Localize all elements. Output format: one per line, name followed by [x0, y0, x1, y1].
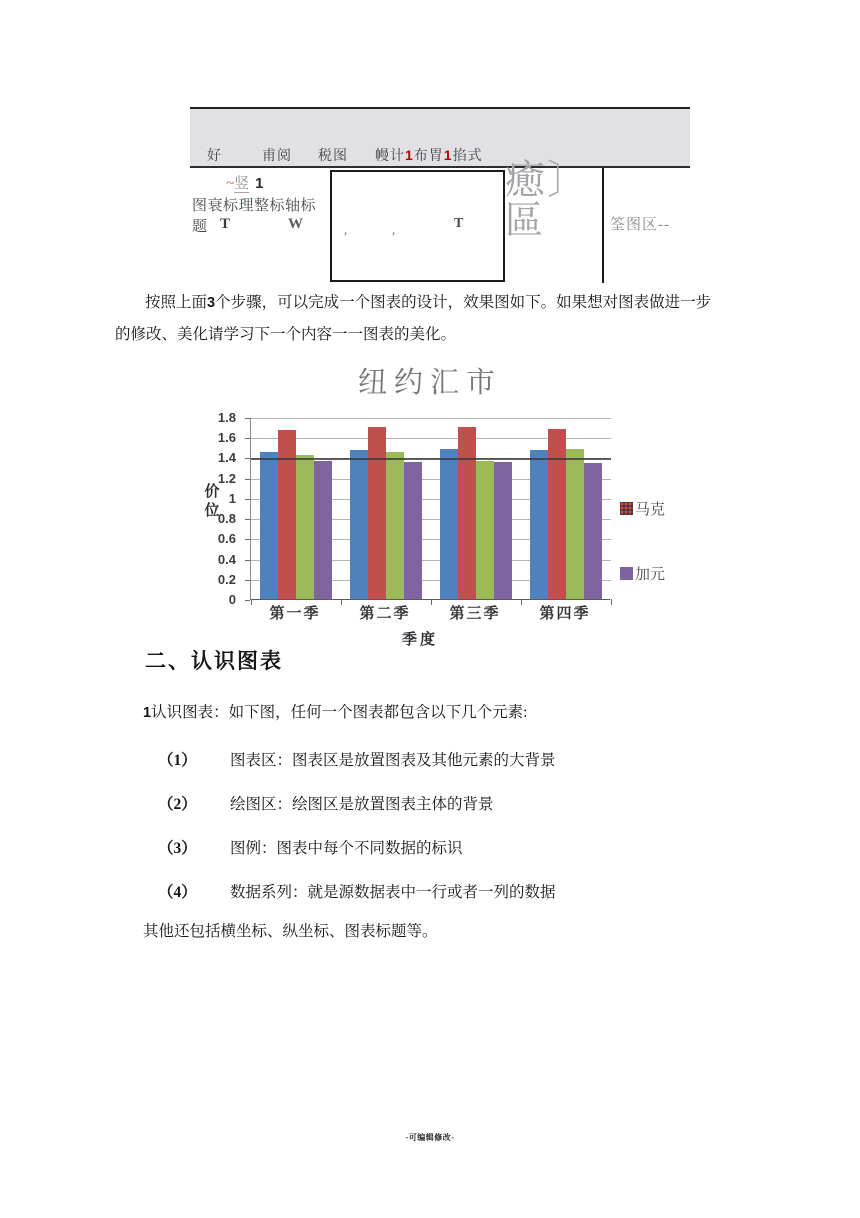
y-tick-label: 0.2 — [217, 571, 236, 587]
embedded-chart-image — [190, 358, 670, 654]
red-numeral-2: 1 — [443, 147, 453, 163]
plot-area — [250, 418, 610, 600]
ribbon-gallery-box — [330, 170, 505, 282]
x-category-label: 第一季 — [269, 605, 321, 622]
ribbon-tab-4a: 幔计 — [375, 149, 405, 164]
ribbon-tab-2: 甫阅 — [262, 149, 292, 164]
list-item-number: （2） — [158, 796, 197, 813]
bar-series-red — [548, 429, 566, 599]
intro-text: 认识图表：如下图，任何一个图表都包含以下几个元素: — [151, 704, 528, 721]
y-tick-label: 1.8 — [217, 410, 236, 425]
bar-series-red — [458, 427, 476, 599]
para-line2: 的修改、美化请学习下一个内容一一图表的美化。 — [115, 326, 457, 343]
ribbon-small-caption — [226, 172, 263, 193]
list-item — [158, 880, 556, 902]
legend-label: 加元 — [635, 566, 666, 583]
legend-label: 马克 — [635, 501, 666, 518]
bar-series-blue — [440, 449, 458, 599]
red-numeral-1: 1 — [405, 147, 414, 163]
ribbon-letter-t: T — [220, 216, 231, 232]
list-item-number: （3） — [158, 840, 197, 857]
x-axis-labels — [190, 602, 670, 624]
y-tick-label: 1.2 — [217, 470, 236, 486]
y-tick-label: 0.4 — [217, 551, 236, 567]
bar-series-purple — [494, 462, 512, 600]
bar-series-green — [386, 452, 404, 599]
bar-group — [521, 417, 611, 599]
list-item — [158, 748, 556, 770]
ribbon-letter-w: W — [288, 216, 303, 232]
y-tick-label: 0.8 — [217, 511, 236, 527]
section-heading: 二、认识图表 — [145, 649, 283, 673]
ribbon-left-panel — [190, 168, 330, 288]
ribbon-tab-1: 好 — [207, 149, 222, 164]
bar-series-purple — [404, 462, 422, 600]
x-axis-title: 季度 — [401, 631, 438, 648]
bar-series-green — [476, 461, 494, 600]
y-tick-label: 1.6 — [217, 430, 236, 446]
ribbon-tab-4 — [375, 145, 483, 165]
chart-legend — [620, 498, 670, 628]
bar-series-red — [368, 427, 386, 599]
ribbon-tab-4c: 掐式 — [452, 149, 483, 164]
list-item-text: 绘图区：绘图区是放置图表主体的背景 — [230, 796, 494, 813]
list-item-text: 图例：图表中每个不同数据的标识 — [230, 840, 463, 857]
shu-char: 竖 — [234, 176, 250, 192]
y-tick-label: 0.6 — [217, 531, 236, 547]
ribbon-vertical-divider — [602, 168, 604, 283]
bar-series-purple — [314, 461, 332, 600]
ribbon-tab-4b: 布胃 — [413, 149, 444, 164]
chart-title: 纽约汇市 — [357, 367, 502, 399]
y-tick-label: 1.4 — [217, 450, 236, 466]
bar-series-green — [566, 449, 584, 599]
ribbon-group-label: 图衰标理整标轴标题 — [192, 198, 317, 235]
y-tick-label: 0 — [228, 592, 236, 607]
box-glyph-t: T — [454, 216, 464, 231]
bar-group — [341, 417, 431, 599]
page-footer: -可编辑修改- — [405, 1133, 455, 1142]
x-category-label: 第四季 — [539, 605, 591, 622]
bar-group — [431, 417, 521, 599]
para-line1-pre: 按照上面 — [145, 294, 208, 311]
list-item — [158, 836, 463, 858]
para-line1-rest: 个步骤，可以完成一个图表的设计，效果图如下。如果想对图表做进一步 — [215, 294, 712, 311]
y-tick-label: 1 — [228, 490, 236, 506]
closing-paragraph: 其他还包括横坐标、纵坐标、图表标题等。 — [143, 923, 438, 940]
intro-paragraph — [115, 287, 755, 350]
bar-series-red — [278, 430, 296, 599]
ribbon-large-gray-text — [505, 157, 600, 242]
intro-numeral: 1 — [143, 705, 152, 721]
embedded-ribbon-image — [190, 107, 690, 168]
list-item-text: 图表区：图表区是放置图表及其他元素的大背景 — [230, 752, 556, 769]
bar-series-purple — [584, 463, 602, 600]
tilde-mark: ~ — [226, 176, 235, 192]
bar-series-blue — [350, 450, 368, 599]
legend-swatch-马克 — [620, 502, 633, 515]
para-bold-3: 3 — [207, 295, 216, 311]
box-glyph-1: , — [344, 222, 348, 237]
list-item-number: （4） — [158, 884, 197, 901]
bar-group — [251, 417, 341, 599]
list-item-text: 数据系列：就是源数据表中一行或者一列的数据 — [230, 884, 556, 901]
bar-series-blue — [260, 452, 278, 599]
ribbon-tab-3: 税图 — [318, 149, 348, 164]
ribbon-right-label: 筌图区-- — [610, 217, 670, 233]
y-axis-title-char: 位 — [204, 502, 220, 519]
dark-gridline — [251, 458, 611, 460]
x-category-label: 第三季 — [449, 605, 501, 622]
one-char: 1 — [255, 175, 264, 192]
x-category-label: 第二季 — [359, 605, 411, 622]
list-item — [158, 792, 494, 814]
y-tick — [245, 600, 250, 601]
y-axis-title — [203, 482, 221, 520]
box-glyph-2: , — [392, 222, 396, 237]
list-item-number: （1） — [158, 752, 197, 769]
gray-text-line2: 區 — [505, 200, 544, 242]
y-axis-title-char: 价 — [204, 483, 220, 500]
gray-text-line1: 癒〕 — [505, 157, 589, 202]
bar-series-blue — [530, 450, 548, 599]
legend-item — [620, 498, 670, 519]
bar-series-green — [296, 455, 314, 599]
legend-swatch-加元 — [620, 567, 633, 580]
legend-item — [620, 563, 670, 584]
section-intro — [143, 700, 527, 722]
